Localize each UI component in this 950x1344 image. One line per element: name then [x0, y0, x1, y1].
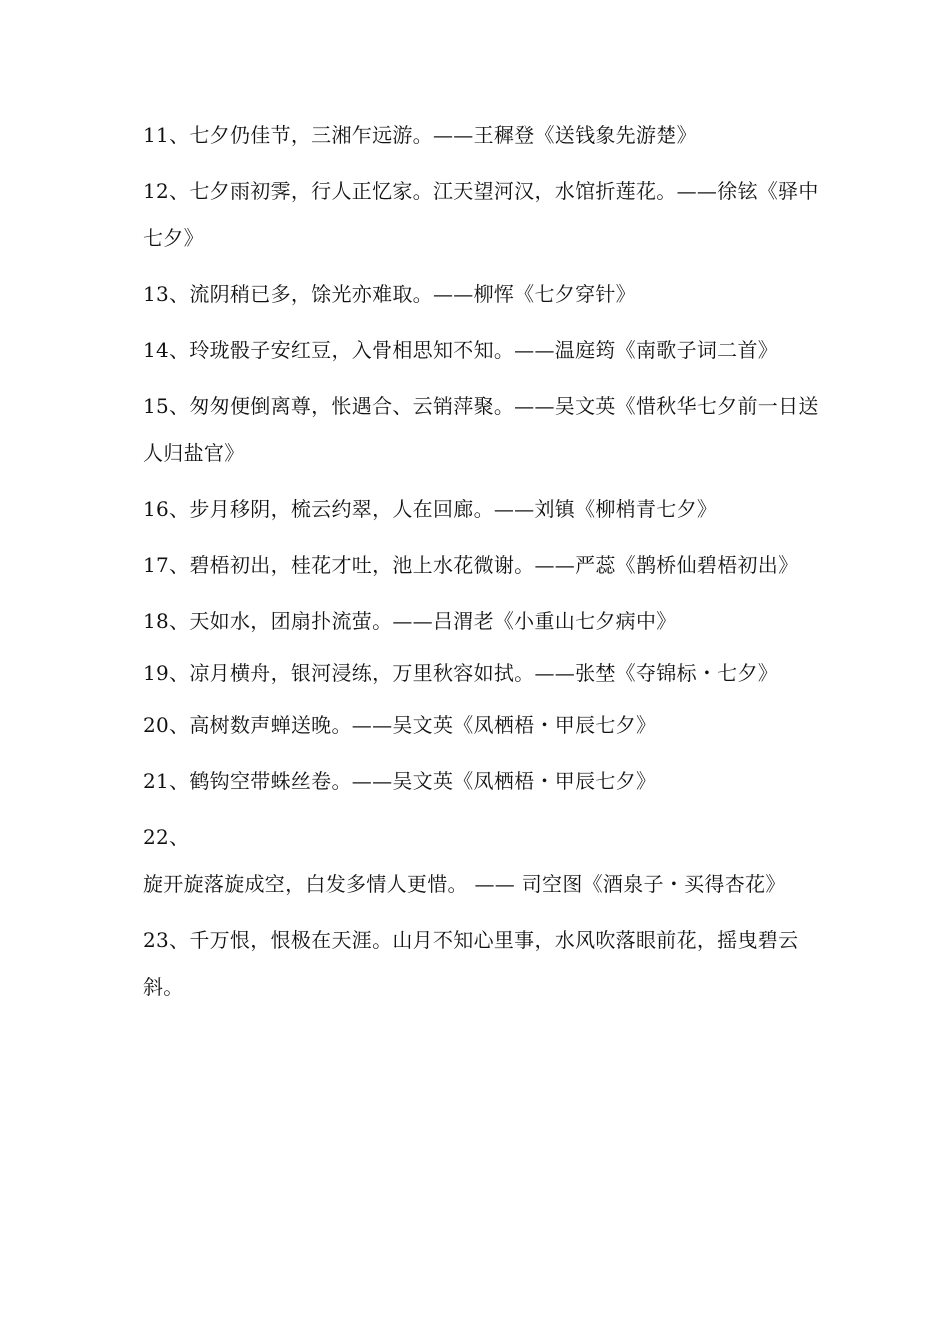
poem-quote-list: [143, 112, 823, 1020]
item-number: 12: [143, 179, 170, 203]
item-number: 19: [143, 661, 170, 685]
item-separator: 、: [169, 282, 190, 306]
item-number: 23: [143, 928, 170, 952]
item-text: 七夕仍佳节，三湘乍远游。——王穉登《送钱象先游楚》: [189, 123, 697, 147]
item-text: 流阴稍已多，馀光亦难取。——柳恽《七夕穿针》: [189, 282, 636, 306]
item-text: 匆匆便倒离尊，怅遇合、云销萍聚。——吴文英《惜秋华七夕前一日送人归盐官》: [143, 394, 819, 465]
item-separator: 、: [169, 338, 190, 362]
item-text: 高树数声蝉送晚。——吴文英《凤栖梧・甲辰七夕》: [189, 713, 657, 737]
item-text: 凉月横舟，银河浸练，万里秋容如拭。——张埜《夺锦标・七夕》: [189, 661, 779, 685]
list-item: [143, 758, 823, 805]
item-separator: 、: [169, 713, 190, 737]
list-item: [143, 814, 823, 908]
list-item: [143, 271, 823, 318]
list-item: [143, 598, 823, 645]
item-separator: 、: [169, 609, 190, 633]
item-separator: 、: [169, 394, 190, 418]
item-separator: 、: [169, 825, 190, 849]
list-item: [143, 383, 823, 477]
list-item: [143, 486, 823, 533]
item-number: 22: [143, 825, 170, 849]
list-item: [143, 542, 823, 589]
list-item: [143, 112, 823, 159]
item-separator: 、: [169, 661, 190, 685]
item-text: 鹤钩空带蛛丝卷。——吴文英《凤栖梧・甲辰七夕》: [189, 769, 657, 793]
item-text: 天如水，团扇扑流萤。——吕渭老《小重山七夕病中》: [189, 609, 677, 633]
item-number: 14: [143, 338, 170, 362]
list-item: [143, 650, 823, 697]
item-separator: 、: [169, 553, 190, 577]
item-text: 玲珑骰子安红豆，入骨相思知不知。——温庭筠《南歌子词二首》: [189, 338, 779, 362]
item-number: 13: [143, 282, 170, 306]
item-separator: 、: [169, 769, 190, 793]
item-separator: 、: [169, 179, 190, 203]
item-separator: 、: [169, 497, 190, 521]
item-text: 旋开旋落旋成空，白发多情人更惜。 —— 司空图《酒泉子・买得杏花》: [143, 872, 786, 896]
item-number: 15: [143, 394, 170, 418]
list-item: [143, 168, 823, 262]
item-number: 16: [143, 497, 170, 521]
item-text: 步月移阴，梳云约翠，人在回廊。——刘镇《柳梢青七夕》: [189, 497, 718, 521]
item-number: 20: [143, 713, 170, 737]
item-number: 11: [143, 123, 170, 147]
item-number: 21: [143, 769, 170, 793]
item-separator: 、: [169, 123, 190, 147]
item-number: 17: [143, 553, 170, 577]
list-item: [143, 917, 823, 1011]
item-text: 碧梧初出，桂花才吐，池上水花微谢。——严蕊《鹊桥仙碧梧初出》: [189, 553, 799, 577]
list-item: [143, 702, 823, 749]
list-item: [143, 327, 823, 374]
item-text: 千万恨，恨极在天涯。山月不知心里事，水风吹落眼前花，摇曳碧云斜。: [143, 928, 799, 999]
item-number: 18: [143, 609, 170, 633]
item-separator: 、: [169, 928, 190, 952]
item-text: 七夕雨初霁，行人正忆家。江天望河汉，水馆折莲花。——徐铉《驿中七夕》: [143, 179, 819, 250]
